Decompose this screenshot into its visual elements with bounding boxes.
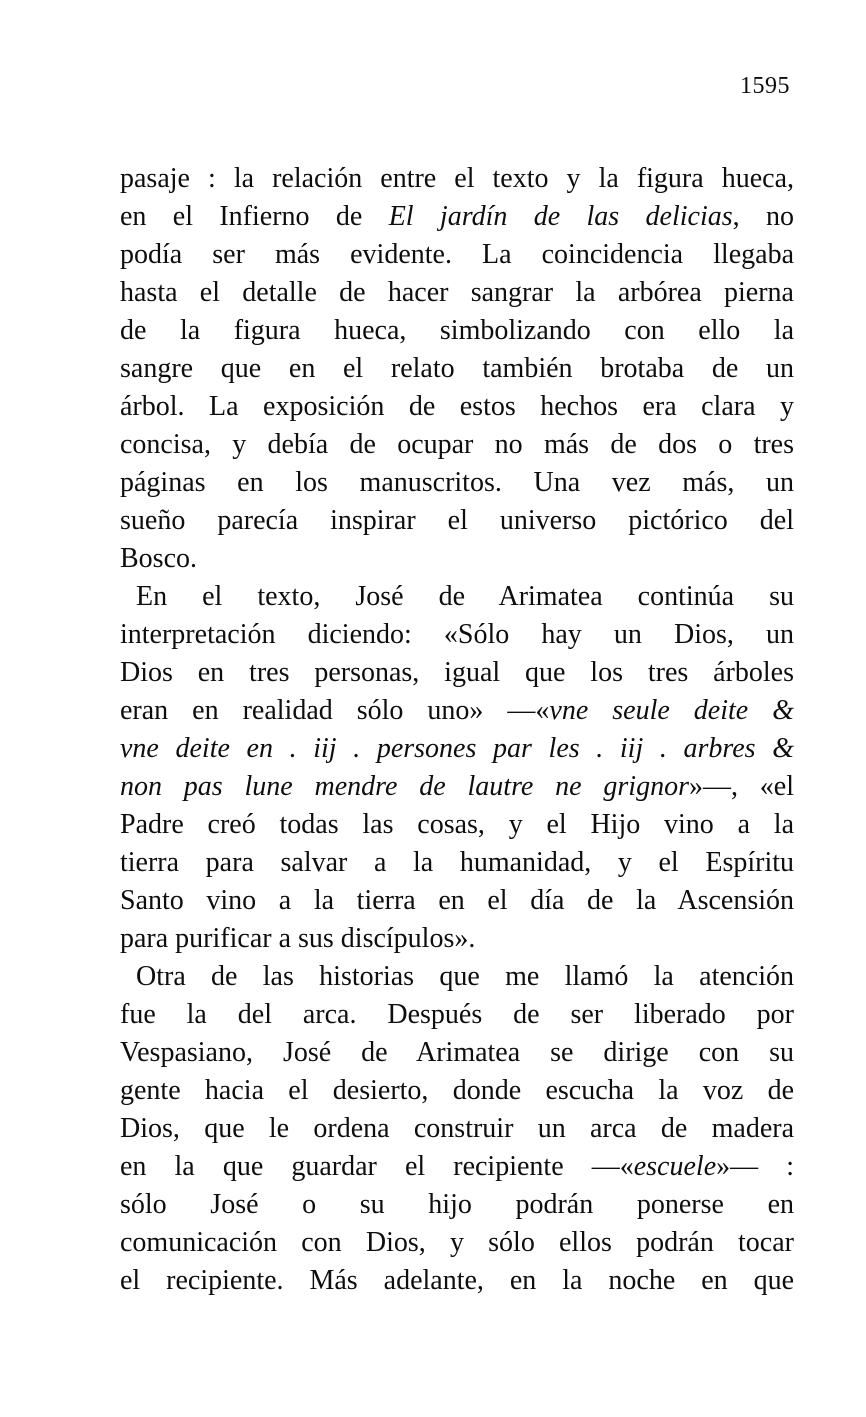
- text-line: [120, 274, 794, 312]
- text-segment: »—, «el: [688, 771, 794, 802]
- italic-text-segment: vne seule deite &: [549, 695, 794, 726]
- text-line: [120, 806, 794, 844]
- text-segment: »— :: [716, 1151, 795, 1182]
- text-line: [120, 1072, 794, 1110]
- text-line: [120, 996, 794, 1034]
- text-line: [120, 426, 794, 464]
- text-segment: sangre que en el relato también brotaba de un: [120, 353, 794, 384]
- text-line: [120, 198, 794, 236]
- text-line: [120, 502, 794, 540]
- text-segment: concisa, y debía de ocupar no más de dos o tres: [120, 429, 794, 460]
- text-segment: interpretación diciendo: «Sólo hay un Dios, un: [120, 619, 794, 650]
- text-segment: fue la del arca. Después de ser liberado por: [120, 999, 794, 1030]
- text-line: [120, 920, 794, 958]
- text-line: [120, 312, 794, 350]
- text-segment: Bosco.: [120, 543, 197, 574]
- text-line: [120, 464, 794, 502]
- text-line: [120, 692, 794, 730]
- text-line: [120, 730, 794, 768]
- text-segment: podía ser más evidente. La coincidencia llegaba: [120, 239, 794, 270]
- text-segment: para purificar a sus discípulos».: [120, 923, 476, 954]
- text-line: [120, 768, 794, 806]
- text-segment: eran en realidad sólo uno» —«: [120, 695, 550, 726]
- text-line: [120, 1110, 794, 1148]
- text-line: [120, 388, 794, 426]
- text-line: [120, 958, 794, 996]
- text-line: [120, 236, 794, 274]
- text-segment: En el texto, José de Arimatea continúa su: [136, 581, 794, 612]
- text-segment: Vespasiano, José de Arimatea se dirige con su: [120, 1037, 794, 1068]
- text-segment: Dios, que le ordena construir un arca de madera: [120, 1113, 794, 1144]
- text-segment: gente hacia el desierto, donde escucha la voz de: [120, 1075, 794, 1106]
- text-segment: tierra para salvar a la humanidad, y el Espíritu: [120, 847, 794, 878]
- text-line: [120, 578, 794, 616]
- text-line: [120, 1224, 794, 1262]
- text-segment: hasta el detalle de hacer sangrar la arbórea pierna: [120, 277, 794, 308]
- text-line: [120, 1034, 794, 1072]
- page-number: 1595: [740, 73, 790, 99]
- text-line: [120, 616, 794, 654]
- text-segment: en el Infierno de: [120, 201, 389, 232]
- italic-text-segment: escuele: [633, 1151, 717, 1182]
- text-segment: el recipiente. Más adelante, en la noche en que: [120, 1265, 794, 1296]
- text-segment: Padre creó todas las cosas, y el Hijo vino a la: [120, 809, 794, 840]
- text-segment: de la figura hueca, simbolizando con ello la: [120, 315, 794, 346]
- text-line: [120, 1186, 794, 1224]
- text-segment: Dios en tres personas, igual que los tres árboles: [120, 657, 794, 688]
- text-segment: pasaje : la relación entre el texto y la figura hueca,: [120, 163, 794, 194]
- text-segment: sueño parecía inspirar el universo pictórico del: [120, 505, 794, 536]
- text-segment: en la que guardar el recipiente —«: [120, 1151, 634, 1182]
- text-line: [120, 350, 794, 388]
- italic-text-segment: vne deite en . iij . persones par les . iij . arbres &: [120, 733, 794, 764]
- text-line: [120, 160, 794, 198]
- text-segment: sólo José o su hijo podrán ponerse en: [120, 1189, 794, 1220]
- text-line: [120, 1262, 794, 1300]
- page-body: [120, 160, 794, 1300]
- text-segment: , no: [732, 201, 794, 232]
- text-line: [120, 540, 794, 578]
- text-segment: comunicación con Dios, y sólo ellos podrán tocar: [120, 1227, 794, 1258]
- text-line: [120, 882, 794, 920]
- text-segment: páginas en los manuscritos. Una vez más, un: [120, 467, 794, 498]
- italic-text-segment: non pas lune mendre de lautre ne grignor: [120, 771, 689, 802]
- text-line: [120, 1148, 794, 1186]
- text-line: [120, 844, 794, 882]
- text-line: [120, 654, 794, 692]
- text-segment: árbol. La exposición de estos hechos era clara y: [120, 391, 794, 422]
- text-segment: Santo vino a la tierra en el día de la Ascensión: [120, 885, 794, 916]
- text-segment: Otra de las historias que me llamó la atención: [136, 961, 794, 992]
- italic-text-segment: El jardín de las delicias: [388, 201, 733, 232]
